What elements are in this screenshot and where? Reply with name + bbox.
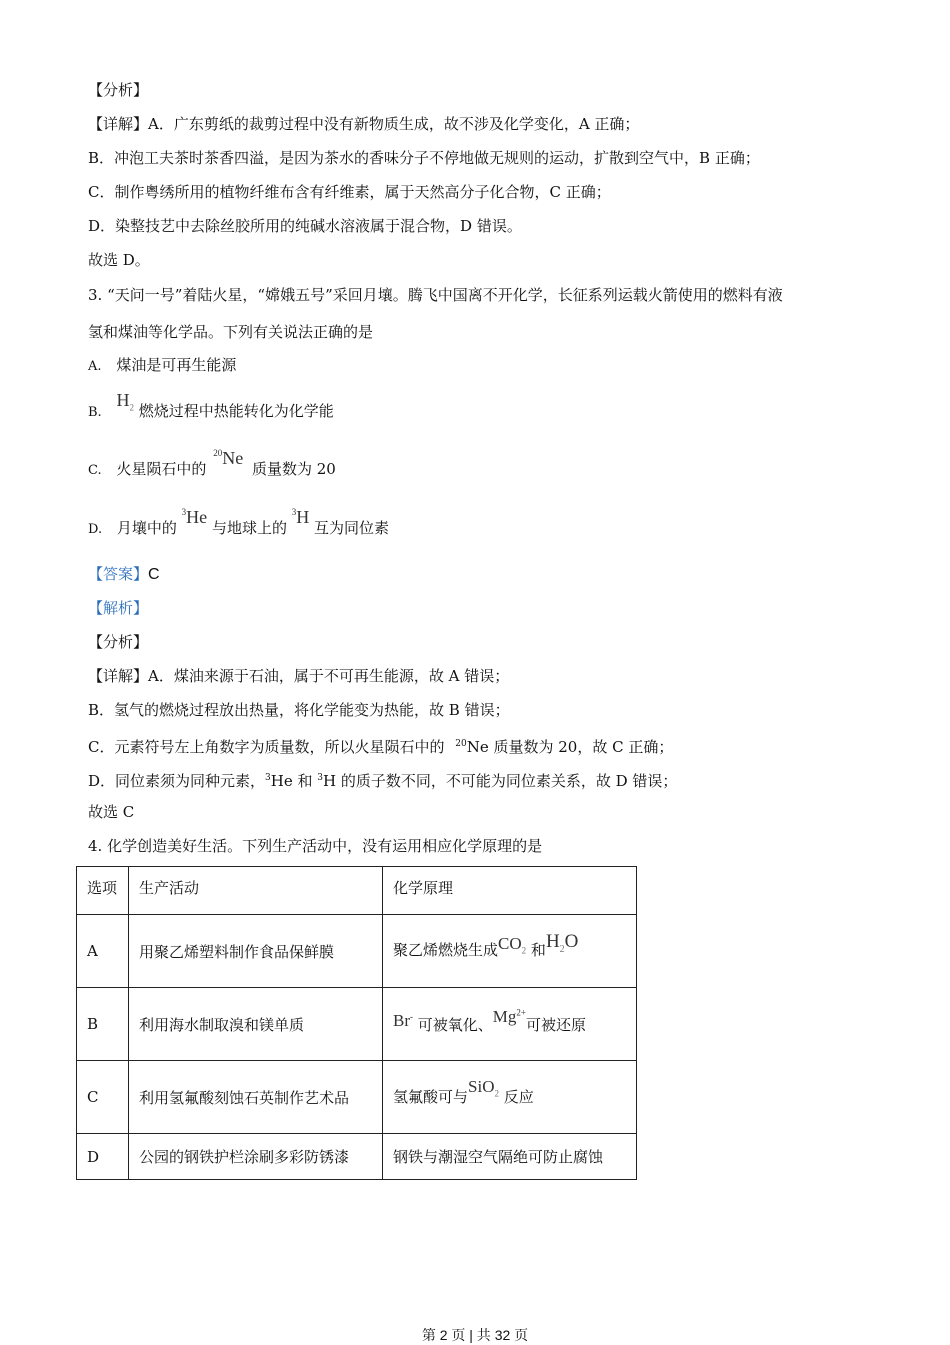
header-option: 选项	[77, 867, 129, 915]
q3-conclusion: 故选 C	[88, 803, 135, 821]
q3-stem-line2: 氢和煤油等化学品。下列有关说法正确的是	[88, 323, 374, 341]
option-text: 煤油是可再生能源	[116, 356, 237, 374]
formula-ne20: $^{20}$Ne	[213, 448, 244, 468]
analysis-heading-1: 【分析】	[88, 81, 149, 99]
cell-option: C	[77, 1061, 129, 1134]
formula-h2: $H_2$	[116, 390, 134, 413]
q4-table	[76, 866, 637, 1180]
formula-h3: $^3$H	[291, 507, 310, 527]
q4-stem: 4. 化学创造美好生活。下列生产活动中，没有运用相应化学原理的是	[88, 837, 543, 855]
q3-detail-a: 【详解】A．煤油来源于石油，属于不可再生能源，故 A 错误；	[88, 667, 510, 685]
detail-a-1: 【详解】A．广东剪纸的裁剪过程中没有新物质生成，故不涉及化学变化，A 正确；	[88, 115, 640, 133]
table-row-a	[77, 915, 637, 988]
cell-option: B	[77, 988, 129, 1061]
cell-activity: 利用海水制取溴和镁单质	[129, 988, 383, 1061]
cell-activity: 公园的钢铁护栏涂刷多彩防锈漆	[129, 1134, 383, 1180]
table-row-b	[77, 988, 637, 1061]
q3-option-d	[88, 507, 390, 540]
conclusion-1: 故选 D。	[88, 251, 150, 269]
option-text-1: 月壤中的	[116, 519, 177, 537]
cell-principle: 聚乙烯燃烧生成$CO_2$ 和$H_2O$	[383, 915, 637, 988]
q3-stem-line1: 3. “天问一号”着陆火星，“嫦娥五号”采回月壤。腾飞中国离不开化学，长征系列运载火箭使用的燃料有液	[88, 286, 783, 304]
q3-analysis-heading: 【分析】	[88, 633, 149, 651]
q3-detail-b: B．氢气的燃烧过程放出热量，将化学能变为热能，故 B 错误；	[88, 701, 510, 719]
cell-option: D	[77, 1134, 129, 1180]
formula-he3: $^3$He	[181, 507, 208, 527]
detail-d-1: D．染整技艺中去除丝胶所用的纯碱水溶液属于混合物，D 错误。	[88, 217, 522, 235]
option-label: C.	[88, 463, 102, 478]
detail-b-1: B．冲泡工夫茶时茶香四溢，是因为茶水的香味分子不停地做无规则的运动，扩散到空气中，B 正确；	[88, 149, 760, 167]
option-text: 燃烧过程中热能转化为化学能	[138, 402, 334, 420]
answer-tag: 【答案】	[88, 565, 149, 583]
q3-answer	[88, 564, 160, 585]
option-label: D.	[88, 522, 103, 537]
q3-option-b	[88, 390, 334, 428]
table-row-d	[77, 1134, 637, 1180]
option-text-1: 火星陨石中的	[116, 460, 207, 478]
cell-activity: 利用氢氟酸刻蚀石英制作艺术品	[129, 1061, 383, 1134]
q3-option-a	[88, 355, 236, 377]
page-number: 第 2 页 | 共 32 页	[421, 1327, 529, 1343]
cell-activity: 用聚乙烯塑料制作食品保鲜膜	[129, 915, 383, 988]
q3-explain-tag: 【解析】	[88, 599, 149, 617]
cell-principle: 氢氟酸可与SiO$_2$ 反应	[383, 1061, 637, 1134]
option-text-3: 互为同位素	[314, 519, 390, 537]
cell-option: A	[77, 915, 129, 988]
table-row-c	[77, 1061, 637, 1134]
answer-value: C	[148, 566, 160, 583]
option-text-2: 质量数为 20	[251, 460, 336, 478]
header-activity: 生产活动	[129, 867, 383, 915]
q3-detail-d: D．同位素须为同种元素，$^3$He 和 $^3$H 的质子数不同，不可能为同位素关系，故 D 错误；	[88, 772, 678, 790]
option-text-2: 与地球上的	[211, 519, 287, 537]
option-label: A.	[88, 359, 102, 374]
detail-c-1: C．制作粤绣所用的植物纤维布含有纤维素，属于天然高分子化合物，C 正确；	[88, 183, 611, 201]
q3-detail-c: C．元素符号左上角数字为质量数，所以火星陨石中的 $^{20}$Ne 质量数为 20，故 C 正确；	[88, 738, 674, 756]
cell-principle: 钢铁与潮湿空气隔绝可防止腐蚀	[383, 1134, 637, 1180]
table-header-row	[77, 867, 637, 915]
header-principle: 化学原理	[383, 867, 637, 915]
cell-principle: Br- 可被氧化、$Mg^{2+}$可被还原	[383, 988, 637, 1061]
q3-option-c	[88, 448, 336, 481]
option-label: B.	[88, 405, 102, 420]
page-footer	[0, 1325, 950, 1345]
